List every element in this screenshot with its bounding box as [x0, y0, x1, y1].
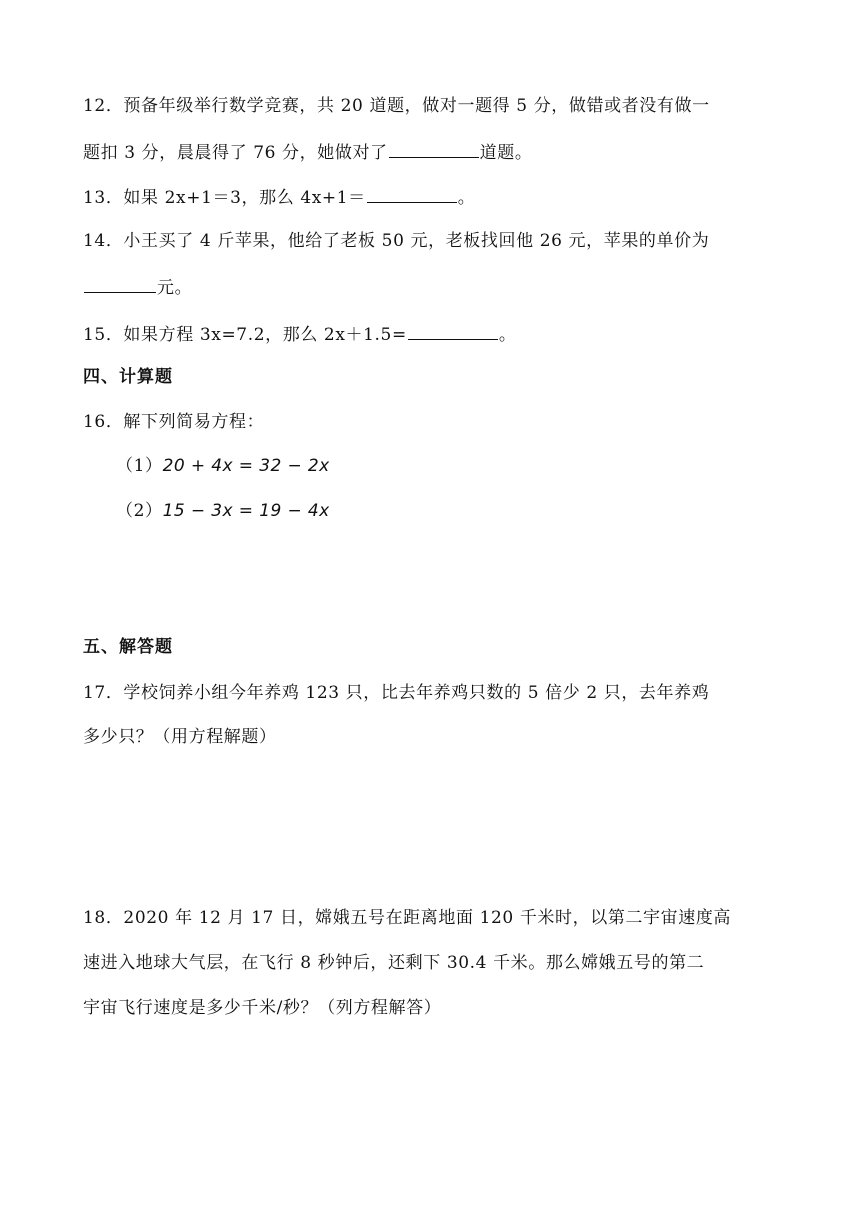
q14-line1: 14．小王买了 4 斤苹果，他给了老板 50 元，老板找回他 26 元，苹果的单价为 — [83, 231, 710, 251]
q12-text-before: 题扣 3 分，晨晨得了 76 分，她做对了 — [83, 143, 388, 163]
section5-heading: 五、解答题 — [83, 637, 173, 657]
q16-item-2-label: （2） — [116, 501, 163, 521]
q12-line2 — [83, 138, 532, 166]
q16-item-2-equation: 15 − 3x = 19 − 4x — [162, 501, 330, 521]
q13-line — [83, 183, 475, 211]
q13-text-after: 。 — [457, 188, 476, 208]
q15-text-before: 15．如果方程 3x=7.2，那么 2x＋1.5= — [83, 325, 407, 345]
q18-line3: 宇宙飞行速度是多少千米/秒？（列方程解答） — [83, 998, 442, 1018]
q16-item-1-equation: 20 + 4x = 32 − 2x — [162, 456, 330, 476]
q18-line1: 18．2020 年 12 月 17 日，嫦娥五号在距离地面 120 千米时，以第二宇宙速度高 — [83, 908, 732, 928]
q15-answer-blank[interactable] — [408, 320, 498, 340]
q14-answer-blank[interactable] — [84, 273, 156, 293]
q12-line1: 12．预备年级举行数学竞赛，共 20 道题，做对一题得 5 分，做错或者没有做一 — [83, 96, 710, 116]
q16-item-2 — [116, 498, 330, 524]
q16-text: 16．解下列简易方程： — [83, 412, 265, 432]
q13-text-before: 13．如果 2x+1＝3，那么 4x+1＝ — [83, 188, 366, 208]
q15-line — [83, 320, 516, 348]
q12-answer-blank[interactable] — [389, 138, 479, 158]
section4-heading: 四、计算题 — [83, 367, 173, 387]
q16-item-1-label: （1） — [116, 456, 163, 476]
q13-answer-blank[interactable] — [367, 183, 457, 203]
q14-text-after: 元。 — [157, 278, 193, 298]
q12-text-after: 道题。 — [479, 143, 533, 163]
q18-line2: 速进入地球大气层，在飞行 8 秒钟后，还剩下 30.4 千米。那么嫦娥五号的第二 — [83, 953, 705, 973]
q14-line2 — [83, 273, 192, 301]
q17-line2: 多少只？（用方程解题） — [83, 727, 277, 747]
q16-item-1 — [116, 453, 330, 479]
q15-text-after: 。 — [498, 325, 517, 345]
q17-line1: 17．学校饲养小组今年养鸡 123 只，比去年养鸡只数的 5 倍少 2 只，去年养鸡 — [83, 683, 710, 703]
